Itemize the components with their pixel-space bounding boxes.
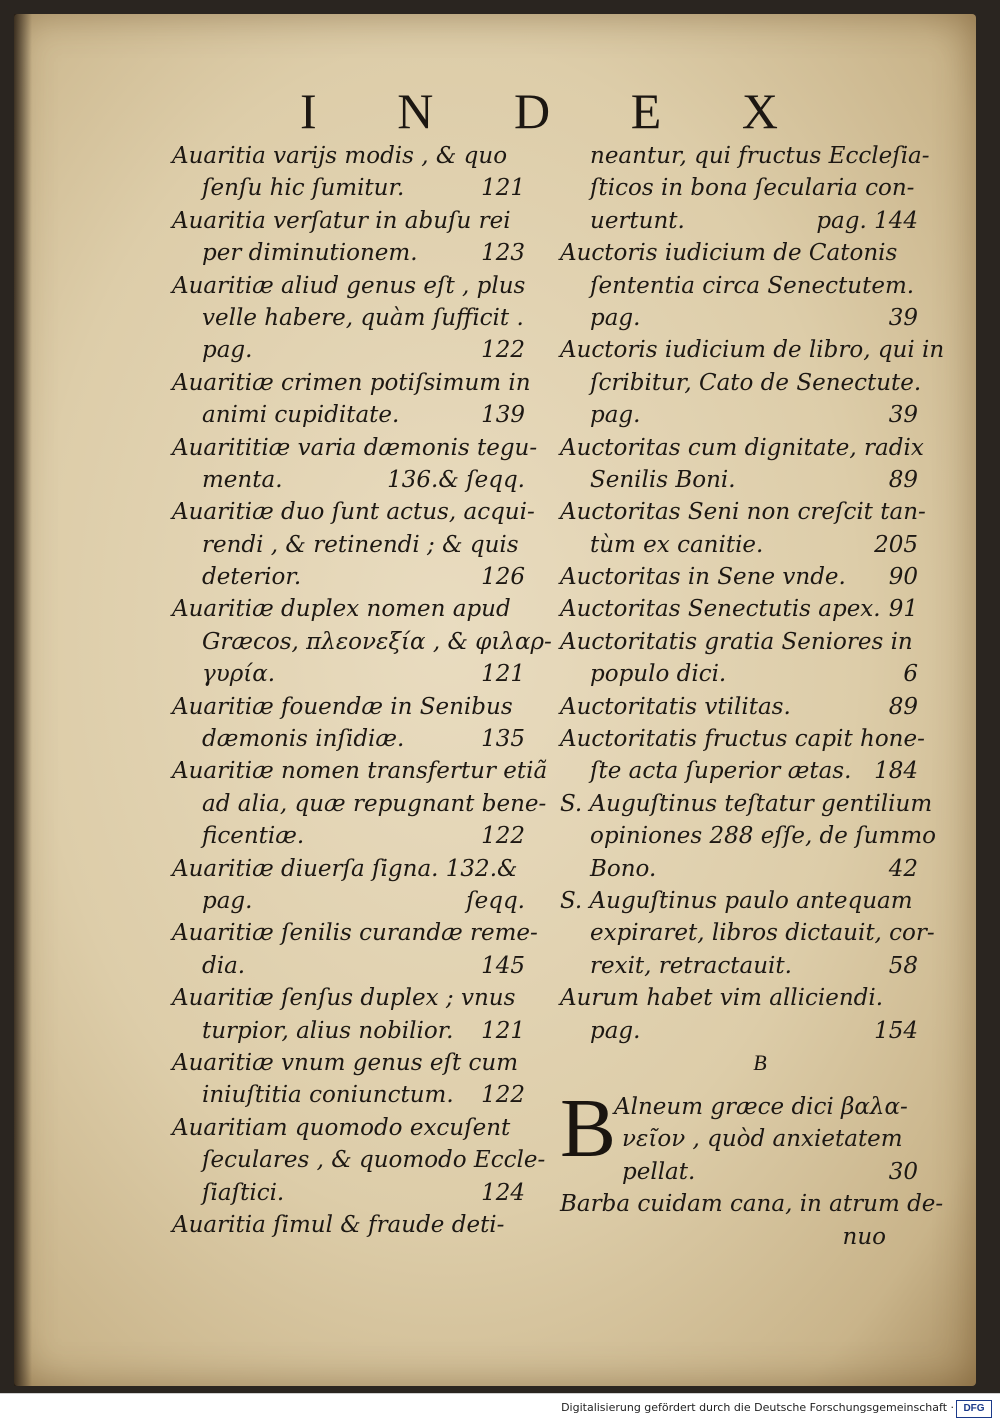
page-reference: 139 <box>481 402 525 429</box>
entry-text: animi cupiditate. <box>202 402 400 429</box>
running-head-letter: D <box>513 83 553 139</box>
entry-line <box>560 205 920 237</box>
index-entry <box>172 853 527 918</box>
index-entry <box>560 561 920 593</box>
entry-text: Auaritiæ crimen potiſsimum in <box>172 369 531 396</box>
index-column-right <box>560 140 945 1253</box>
page-reference: 154 <box>874 1017 918 1044</box>
index-entry <box>560 723 925 788</box>
index-entry <box>172 140 527 205</box>
entry-text: Auarititiæ varia dæmonis tegu- <box>172 434 538 461</box>
index-column-left <box>172 140 552 1241</box>
entry-line <box>560 820 936 852</box>
entry-line <box>172 399 527 431</box>
entry-line <box>560 140 930 172</box>
index-entry <box>560 237 920 334</box>
entry-text: Barba cuidam cana, in atrum de- <box>560 1191 944 1218</box>
entry-text: Auaritiæ duo ſunt actus, acqui- <box>172 499 535 526</box>
page-reference: 6 <box>903 661 918 688</box>
entry-text: pag. <box>202 887 253 914</box>
entry-line <box>560 755 920 787</box>
page-reference <box>525 691 527 723</box>
index-entry <box>172 1209 527 1241</box>
index-entry-dropcap <box>560 1081 920 1188</box>
entry-text: expiraret, libros dictauit, cor- <box>590 920 935 947</box>
entry-text: Auaritiæ vnum genus eſt cum <box>172 1049 519 1076</box>
page-reference <box>552 626 554 658</box>
page-reference <box>918 885 920 917</box>
page-reference <box>918 982 920 1014</box>
page-reference: 58 <box>888 952 918 979</box>
entry-line <box>560 658 920 690</box>
page-reference: ſeqq. <box>466 887 525 914</box>
page-reference: 39 <box>888 304 918 331</box>
entry-line <box>560 691 920 723</box>
index-entry <box>560 982 920 1047</box>
page-reference <box>546 788 548 820</box>
entry-text: Auctoritas Seni non creſcit tan- <box>560 499 926 526</box>
dropcap-entry-lines <box>614 1091 920 1188</box>
entry-line <box>560 302 920 334</box>
drop-cap-initial: B <box>560 1081 617 1175</box>
page-reference <box>525 1047 527 1079</box>
page-reference <box>525 140 527 172</box>
entry-text: Auctoritatis vtilitas. <box>560 693 791 720</box>
entry-text: ſte acta ſuperior ætas. <box>590 758 852 785</box>
entry-line <box>172 691 527 723</box>
index-entry <box>172 917 538 982</box>
index-entry <box>560 334 945 431</box>
entry-text: pag. <box>590 304 641 331</box>
entry-text: S. Auguſtinus paulo antequam <box>560 887 913 914</box>
page-reference <box>932 788 934 820</box>
entry-line <box>172 367 531 399</box>
index-entry <box>560 626 920 691</box>
entry-text: ſiaſtici. <box>202 1179 285 1206</box>
page-reference: 121 <box>481 661 525 688</box>
entry-text: rexit, retractauit. <box>590 952 792 979</box>
entry-text: Auctoris iudicium de libro, qui in <box>560 337 945 364</box>
entry-text: Auctoritatis fructus capit hone- <box>560 726 925 753</box>
page-reference: 42 <box>888 855 918 882</box>
entry-line <box>172 334 527 366</box>
index-entry <box>560 885 935 982</box>
entry-text: Auaritiæ duplex nomen apud <box>172 596 511 623</box>
page-reference <box>925 723 927 755</box>
entry-line <box>560 723 925 755</box>
entry-line <box>560 367 920 399</box>
entry-line <box>172 464 527 496</box>
entry-text: Auaritiæ aliud genus eſt , plus <box>172 272 526 299</box>
footer-credit: Digitalisierung gefördert durch die Deutsche Forschungsgemeinschaft · <box>561 1401 954 1414</box>
entry-text: neantur, qui fructus Eccleſia- <box>590 143 930 169</box>
index-entry <box>560 788 936 885</box>
page-reference <box>936 820 938 852</box>
page-reference: 124 <box>481 1179 525 1206</box>
entry-text: Auaritia verſatur in abuſu rei <box>172 207 511 234</box>
entry-line <box>172 917 538 949</box>
entry-line <box>560 464 920 496</box>
entry-text: γυρία. <box>202 661 276 688</box>
index-entry <box>172 982 527 1047</box>
page-reference: 122 <box>481 337 525 364</box>
entry-text: uertunt. <box>590 207 685 234</box>
running-head-letter: I <box>300 83 319 139</box>
index-entry <box>172 1047 527 1112</box>
page-reference <box>538 917 540 949</box>
entry-line <box>172 885 527 917</box>
entry-line <box>172 1015 527 1047</box>
entry-line <box>172 982 527 1014</box>
page-reference: 91 <box>888 596 918 623</box>
entry-line <box>172 496 535 528</box>
entry-text: iniuſtitia coniunctum. <box>202 1082 454 1109</box>
page-reference: 39 <box>888 402 918 429</box>
entry-line <box>172 626 552 658</box>
entry-text: populo dici. <box>590 661 727 688</box>
page-reference <box>525 1112 527 1144</box>
entry-line <box>172 1144 546 1176</box>
entry-line <box>172 593 527 625</box>
entry-line <box>172 658 527 690</box>
page-reference: 122 <box>481 1082 525 1109</box>
page-reference <box>525 982 527 1014</box>
page-reference <box>918 1123 920 1155</box>
page-reference: 184 <box>874 758 918 785</box>
entry-text: pag. <box>590 402 641 429</box>
running-head <box>300 82 780 140</box>
entry-text: ſcribitur, Cato de Senectute. <box>590 369 922 396</box>
entry-text: rendi , & retinendi ; & quis <box>202 531 519 558</box>
page-reference: 121 <box>481 175 525 202</box>
page-reference <box>545 1144 547 1176</box>
page-reference <box>537 432 539 464</box>
entry-text: Auaritiæ fouendæ in Senibus <box>172 693 513 720</box>
entry-line <box>172 723 527 755</box>
page-reference: 89 <box>888 693 918 720</box>
page-reference <box>531 367 533 399</box>
page-reference <box>924 432 926 464</box>
entry-line <box>172 172 527 204</box>
page-reference <box>918 270 920 302</box>
page-reference: 89 <box>888 466 918 493</box>
entry-line <box>172 853 527 885</box>
page-reference <box>918 1091 920 1123</box>
entry-line <box>560 334 945 366</box>
entry-line <box>172 820 527 852</box>
entry-text: Auaritiæ ſenſus duplex ; vnus <box>172 985 516 1012</box>
entry-text: Alneum græce dici βαλα- <box>614 1093 908 1120</box>
entry-line <box>560 561 920 593</box>
index-entry <box>172 205 527 270</box>
index-entry <box>172 593 552 690</box>
index-entry <box>560 593 920 625</box>
entry-line <box>172 140 527 172</box>
entry-line <box>560 237 920 269</box>
entry-line <box>560 982 920 1014</box>
entry-text: menta. <box>202 466 283 493</box>
entry-line <box>172 1079 527 1111</box>
final-entry <box>560 1188 944 1220</box>
index-entry <box>560 432 924 497</box>
page-reference <box>935 917 937 949</box>
index-entry <box>172 367 531 432</box>
page-reference <box>525 853 527 885</box>
index-entry <box>172 270 527 367</box>
index-entry <box>172 496 535 593</box>
entry-text: ſententia circa Senectutem. <box>590 272 915 299</box>
running-head-letter: X <box>741 83 780 139</box>
entry-line <box>560 885 920 917</box>
entry-text: Auaritiæ ſenilis curandæ reme- <box>172 920 538 947</box>
entry-line <box>172 755 548 787</box>
page-reference <box>525 1209 527 1241</box>
entry-text: Auaritiam quomodo excuſent <box>172 1114 511 1141</box>
page-reference: 90 <box>888 564 918 591</box>
entry-line <box>172 270 527 302</box>
page-reference <box>525 205 527 237</box>
entry-text: dia. <box>202 952 246 979</box>
entry-text: ſticos in bona ſecularia con- <box>590 175 915 202</box>
page-reference: pag. 144 <box>816 207 918 234</box>
page-reference <box>944 334 946 366</box>
page-reference: 121 <box>481 1017 525 1044</box>
entry-text: S. Auguſtinus teſtatur gentilium <box>560 790 933 817</box>
entry-text: velle habere, quàm ſufficit . <box>202 304 524 331</box>
entry-line <box>172 788 547 820</box>
entry-text: ſeculares , & quomodo Eccle- <box>202 1147 546 1174</box>
page-reference: 122 <box>481 823 525 850</box>
index-entry <box>172 691 527 756</box>
entry-line <box>560 270 920 302</box>
entry-text: Senilis Boni. <box>590 466 736 493</box>
entry-text: Aurum habet vim alliciendi. <box>560 985 884 1012</box>
entry-line <box>172 205 527 237</box>
page-reference <box>525 270 527 302</box>
entry-line <box>172 1047 527 1079</box>
catchword: nuo <box>842 1223 886 1250</box>
page-reference: 136.& ſeqq. <box>387 466 525 493</box>
entry-line <box>560 496 926 528</box>
right-column-entries <box>560 140 945 1047</box>
entry-text: opiniones 288 eſſe, de ſummo <box>590 823 936 850</box>
entry-text: pag. <box>202 337 253 364</box>
entry-line <box>172 561 527 593</box>
entry-text: Græcos, πλεονεξία , & φιλαρ- <box>202 628 552 655</box>
entry-line <box>560 172 920 204</box>
index-entry <box>172 432 538 497</box>
entry-text: Auaritia varijs modis , & quo <box>172 143 508 169</box>
index-entry <box>172 755 548 852</box>
entry-text: Auaritiæ diuerſa ſigna. 132.& <box>172 855 518 882</box>
page-reference <box>525 593 527 625</box>
entry-line <box>172 1209 527 1241</box>
entry-line <box>614 1091 920 1123</box>
page-reference <box>943 1188 945 1220</box>
entry-text: Auctoritas cum dignitate, radix <box>560 434 924 461</box>
page-reference: 145 <box>481 952 525 979</box>
index-entry <box>560 140 930 237</box>
index-entry <box>172 1112 546 1209</box>
entry-text: per diminutionem. <box>202 240 418 267</box>
entry-line <box>560 399 920 431</box>
entry-text: tùm ex canitie. <box>590 531 764 558</box>
page-reference <box>535 496 537 528</box>
index-entry <box>560 496 926 561</box>
index-entry <box>560 691 920 723</box>
page-reference: 123 <box>481 240 525 267</box>
entry-text: ficentiæ. <box>202 823 305 850</box>
page-reference <box>921 367 923 399</box>
entry-line <box>560 529 920 561</box>
entry-text: ad alia, quæ repugnant bene- <box>202 790 547 817</box>
entry-text: Auctoritas Senectutis apex. <box>560 596 881 623</box>
entry-line <box>560 432 924 464</box>
running-head-letter: E <box>630 83 664 139</box>
entry-line <box>172 950 527 982</box>
entry-line <box>560 950 920 982</box>
entry-line <box>560 593 920 625</box>
entry-line <box>172 1112 527 1144</box>
entry-line <box>560 917 935 949</box>
page-reference <box>918 626 920 658</box>
entry-line <box>172 302 527 334</box>
entry-text: Bono. <box>590 855 657 882</box>
page-reference: 126 <box>481 564 525 591</box>
entry-text: dæmonis inſidiæ. <box>202 726 405 753</box>
page-reference <box>525 302 527 334</box>
entry-line <box>560 1188 944 1220</box>
entry-text: Auaritia ſimul & fraude deti- <box>172 1211 505 1238</box>
entry-line <box>560 1015 920 1047</box>
entry-text: νεῖον , quòd anxietatem <box>622 1126 903 1153</box>
page-gutter-shadow <box>14 14 32 1386</box>
dfg-logo: DFG <box>956 1400 992 1418</box>
entry-text: pellat. <box>622 1158 696 1185</box>
page-reference <box>547 755 549 787</box>
entry-line <box>172 529 527 561</box>
entry-text: Auctoritas in Sene vnde. <box>560 564 846 591</box>
page-reference <box>918 172 920 204</box>
entry-line <box>172 237 527 269</box>
page-reference <box>926 496 928 528</box>
entry-text: Auaritiæ nomen transfertur etiã <box>172 758 548 785</box>
entry-text: ſenſu hic ſumitur. <box>202 175 405 202</box>
entry-text: deterior. <box>202 564 302 591</box>
page-reference <box>930 140 932 172</box>
entry-line <box>172 1177 527 1209</box>
entry-text: pag. <box>590 1017 641 1044</box>
section-letter: B <box>753 1049 767 1075</box>
page-reference: 30 <box>888 1158 918 1185</box>
page-reference: 205 <box>874 531 918 558</box>
entry-line <box>560 788 933 820</box>
page-reference: 135 <box>481 726 525 753</box>
page-reference <box>918 237 920 269</box>
entry-line <box>622 1156 920 1188</box>
entry-line <box>560 626 920 658</box>
digitization-footer <box>0 1393 1000 1422</box>
page-reference <box>525 529 527 561</box>
entry-text: Auctoris iudicium de Catonis <box>560 240 898 267</box>
running-head-letter: N <box>397 83 436 139</box>
entry-line <box>560 853 920 885</box>
index-entry <box>560 1188 944 1220</box>
entry-text: Auctoritatis gratia Seniores in <box>560 628 913 655</box>
entry-line <box>622 1123 920 1155</box>
entry-text: turpior, alius nobilior. <box>202 1017 454 1044</box>
entry-line <box>172 432 538 464</box>
